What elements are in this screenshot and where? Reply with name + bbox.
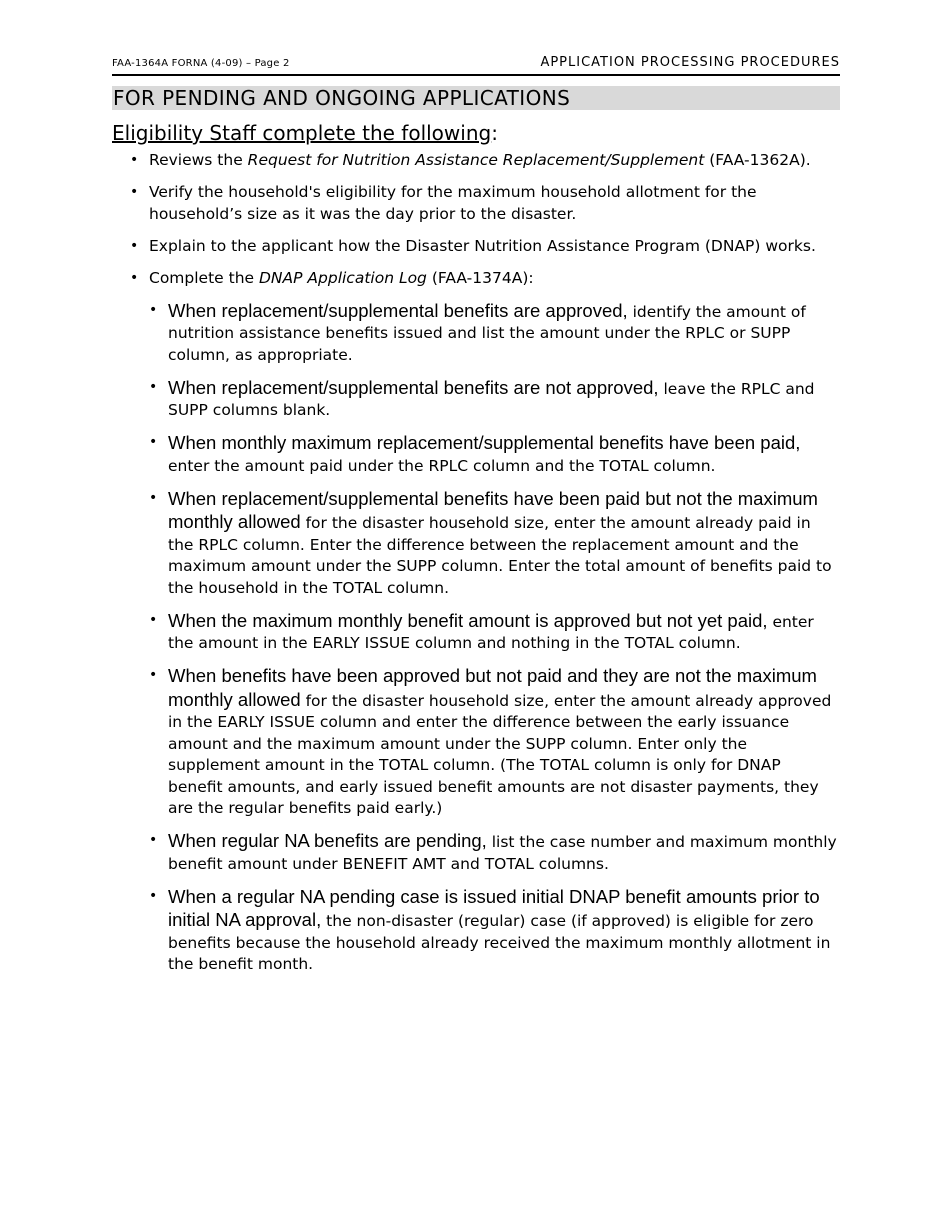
form-title: Request for Nutrition Assistance Replacement/Supplement (247, 151, 705, 169)
staff-heading (112, 120, 840, 146)
form-title: DNAP Application Log (259, 268, 427, 287)
list-item: • Verify the household's eligibility for the maximum household allotment for the household’s size as it was the day prior to the disaster. (149, 182, 840, 225)
staff-heading-text: Eligibility Staff complete the following (112, 121, 492, 145)
document-page (112, 52, 840, 986)
list-item: • Reviews the Request for Nutrition Assistance Replacement/Supplement (FAA-1362A). (149, 150, 840, 172)
list-item: • Complete the DNAP Application Log (FAA-1374A): • When replacement/supplemental benefits are approved, identify the amount of nutrition assistance benefits issued and list the amount under the RPLC or SUPP column, as appropriate. • When replacement/supplemental benefits are not approved, leave the RPLC and SUPP columns blank. • When monthly maximum replacement/supplemental benefits have been paid, enter the amount paid under the RPLC column and the TOTAL column. • When replacement/supplemental benefits have been paid but not the maximum monthly allowed for the disaster household size, enter the amount already paid in the RPLC column. Enter the difference between the replacement amount and the maximum amount under the SUPP column. Enter the total amount of benefits paid to the household in the TOTAL column. • When the maximum monthly benefit amount is approved but not yet paid, enter the amount in the EARLY ISSUE column and nothing in the TOTAL column. • When benefits have been approved but not paid and they are not the maximum monthly allowed for the disaster household size, enter the amount already approved in the EARLY ISSUE column and enter the difference between the early issuance amount and the maximum amount under the SUPP column. Enter only the supplement amount in the TOTAL column. (The TOTAL column is only for DNAP benefit amounts, and early issued benefit amounts are not disaster payments, they are the regular benefits paid early.) • When regular NA benefits are pending, list the case number and maximum monthly benefit amount under BENEFIT AMT and TOTAL columns. • When a regular NA pending case is issued initial DNAP benefit amounts prior to initial NA approval, the non-disaster (regular) case (if approved) is eligible for zero benefits because the household already received the maximum monthly allotment in the benefit month. (149, 268, 840, 976)
list-item: • When replacement/supplemental benefits are approved, identify the amount of nutrition assistance benefits issued and list the amount under the RPLC or SUPP column, as appropriate. (168, 300, 840, 367)
list-item: • Explain to the applicant how the Disaster Nutrition Assistance Program (DNAP) works. (149, 236, 840, 258)
list-item: • When monthly maximum replacement/supplemental benefits have been paid, enter the amount paid under the RPLC column and the TOTAL column. (168, 432, 840, 477)
staff-heading-colon: : (491, 121, 498, 145)
list-item: • When a regular NA pending case is issued initial DNAP benefit amounts prior to initial NA approval, the non-disaster (regular) case (if approved) is eligible for zero benefits because the household already received the maximum monthly allotment in the benefit month. (168, 886, 840, 976)
page-header (112, 52, 840, 76)
list-item: • When replacement/supplemental benefits are not approved, leave the RPLC and SUPP columns blank. (168, 377, 840, 422)
form-id: FAA-1364A FORNA (4-09) – Page 2 (112, 58, 290, 69)
list-item: • When regular NA benefits are pending, list the case number and maximum monthly benefit amount under BENEFIT AMT and TOTAL columns. (168, 830, 840, 875)
list-item: • When benefits have been approved but not paid and they are not the maximum monthly allowed for the disaster household size, enter the amount already approved in the EARLY ISSUE column and enter the difference between the early issuance amount and the maximum amount under the SUPP column. Enter only the supplement amount in the TOTAL column. (The TOTAL column is only for DNAP benefit amounts, and early issued benefit amounts are not disaster payments, they are the regular benefits paid early.) (168, 665, 840, 820)
log-instructions-list (149, 300, 840, 976)
header-title: APPLICATION PROCESSING PROCEDURES (540, 55, 840, 70)
section-title: FOR PENDING AND ONGOING APPLICATIONS (112, 86, 840, 110)
task-list (112, 150, 840, 976)
list-item: • When the maximum monthly benefit amount is approved but not yet paid, enter the amount in the EARLY ISSUE column and nothing in the TOTAL column. (168, 610, 840, 655)
list-item: • When replacement/supplemental benefits have been paid but not the maximum monthly allowed for the disaster household size, enter the amount already paid in the RPLC column. Enter the difference between the replacement amount and the maximum amount under the SUPP column. Enter the total amount of benefits paid to the household in the TOTAL column. (168, 488, 840, 600)
